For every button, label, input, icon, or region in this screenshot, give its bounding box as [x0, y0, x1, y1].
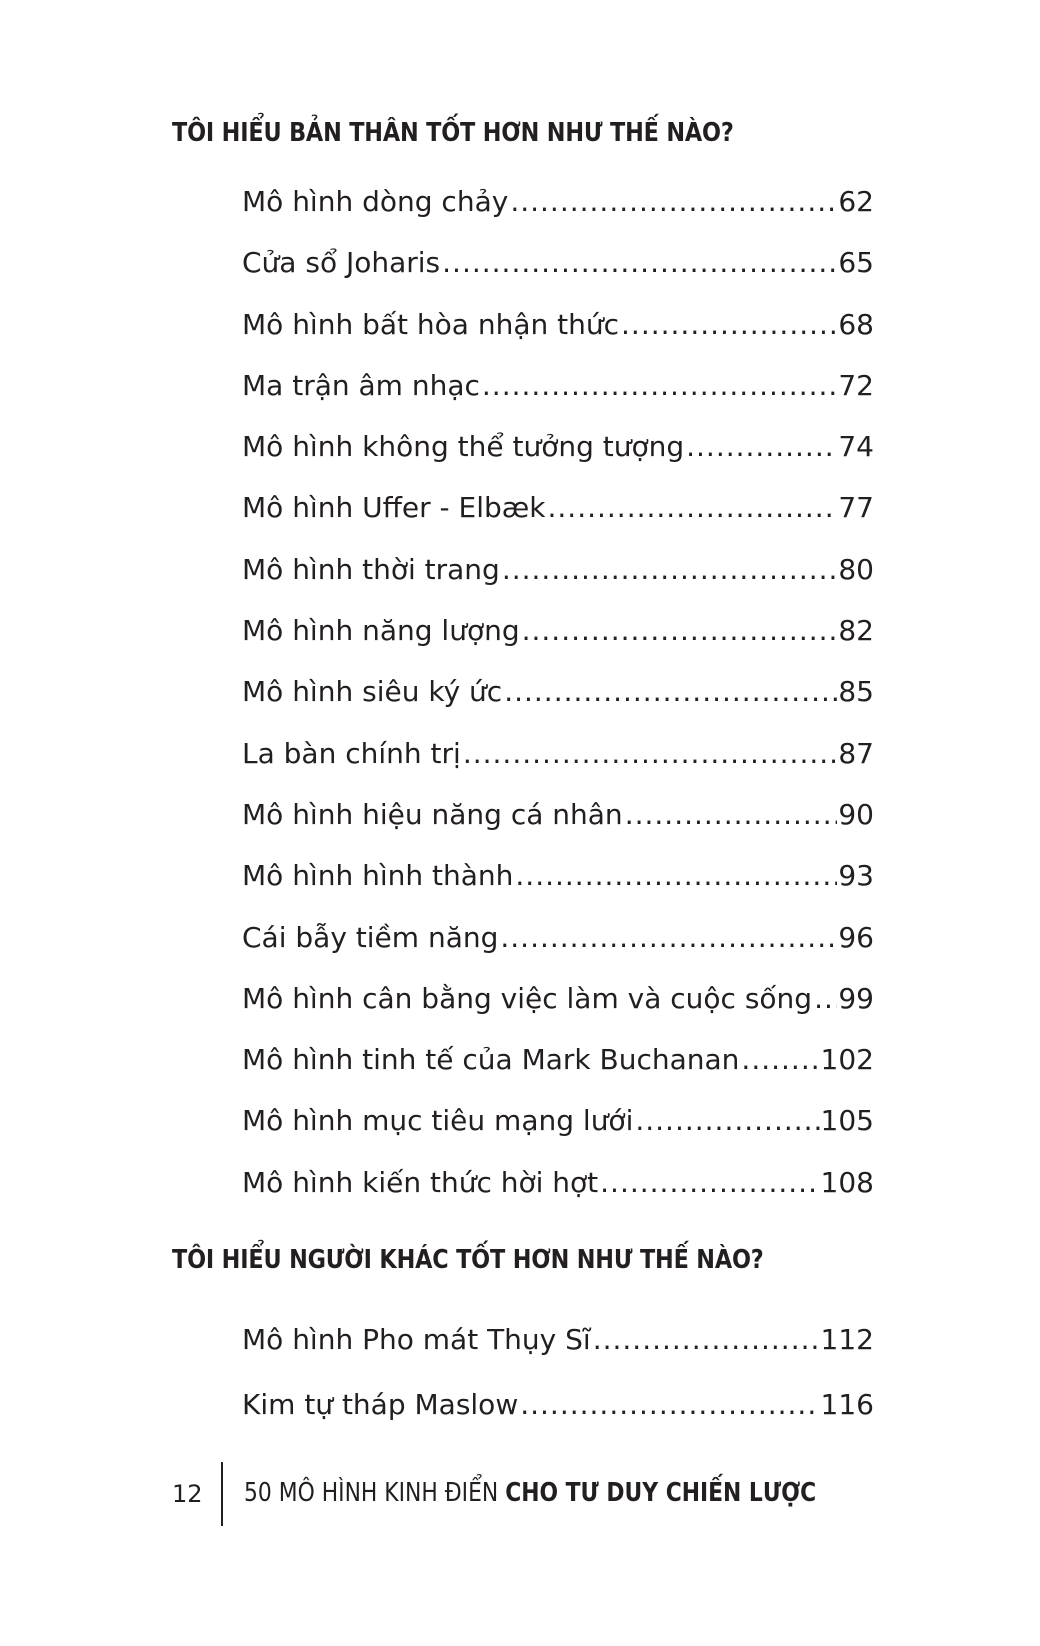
- page-footer: [0, 1462, 1040, 1532]
- dot-leader: [515, 856, 837, 896]
- toc-entry-page: 99: [838, 981, 874, 1015]
- toc-entry: [242, 550, 874, 611]
- toc-entry-title: Mô hình siêu ký ức: [242, 675, 503, 709]
- toc-entry-page: 102: [820, 1043, 874, 1077]
- toc-entry-page: 108: [820, 1165, 874, 1199]
- toc-entry: [242, 856, 874, 917]
- toc-entry-page: 74: [838, 430, 874, 464]
- toc-entry: [242, 1040, 874, 1101]
- toc-entry-page: 93: [838, 859, 874, 893]
- dot-leader: [463, 734, 838, 774]
- toc-entry-title: Mô hình kiến thức hời hợt: [242, 1165, 599, 1199]
- toc-entry: [242, 672, 874, 733]
- toc-entry: [242, 1163, 874, 1224]
- book-title-light: 50 MÔ HÌNH KINH ĐIỂN: [244, 1478, 499, 1508]
- toc-entry: [242, 979, 874, 1040]
- toc-entry-page: 105: [820, 1104, 874, 1138]
- section-heading: TÔI HIỂU NGƯỜI KHÁC TỐT HƠN NHƯ THẾ NÀO?: [172, 1245, 764, 1275]
- dot-leader: [593, 1320, 820, 1360]
- toc-entry: [242, 1320, 874, 1385]
- dot-leader: [625, 795, 838, 835]
- toc-entry-page: 90: [838, 797, 874, 831]
- dot-leader: [548, 488, 838, 528]
- dot-leader: [686, 427, 837, 467]
- toc-entry-title: Mô hình thời trang: [242, 552, 500, 586]
- toc-entry-title: Mô hình không thể tưởng tượng: [242, 430, 685, 464]
- dot-leader: [621, 305, 837, 345]
- book-title: [244, 1478, 816, 1508]
- toc-list: [242, 1320, 874, 1446]
- toc-entry: [242, 611, 874, 672]
- toc-entry: [242, 1385, 874, 1446]
- page-number: 12: [172, 1480, 203, 1508]
- toc-entry-title: Mô hình dòng chảy: [242, 185, 509, 218]
- toc-entry-title: Mô hình năng lượng: [242, 614, 520, 648]
- section-heading: TÔI HIỂU BẢN THÂN TỐT HƠN NHƯ THẾ NÀO?: [172, 118, 734, 148]
- toc-entry: [242, 918, 874, 979]
- toc-entry: [242, 734, 874, 795]
- dot-leader: [741, 1040, 819, 1080]
- toc-entry-title: Mô hình Pho mát Thụy Sĩ: [242, 1323, 591, 1356]
- dot-leader: [814, 979, 837, 1019]
- dot-leader: [502, 550, 838, 590]
- dot-leader: [500, 918, 837, 958]
- toc-entry-page: 77: [838, 491, 874, 525]
- toc-entry: [242, 1101, 874, 1162]
- toc-entry-page: 80: [838, 552, 874, 586]
- toc-entry: [242, 366, 874, 427]
- dot-leader: [522, 611, 838, 651]
- toc-entry-title: Mô hình cân bằng việc làm và cuộc sống: [242, 981, 813, 1015]
- toc-entry-page: 96: [838, 920, 874, 954]
- toc-entry-page: 112: [820, 1323, 874, 1356]
- toc-entry-page: 87: [838, 736, 874, 770]
- toc-entry-title: Mô hình bất hòa nhận thức: [242, 307, 620, 341]
- toc-entry-page: 116: [820, 1388, 874, 1421]
- toc-entry-page: 72: [838, 368, 874, 402]
- toc-entry-page: 62: [838, 185, 874, 218]
- dot-leader: [442, 243, 837, 283]
- toc-entry: [242, 488, 874, 549]
- toc-entry-page: 82: [838, 614, 874, 648]
- toc-entry-page: 65: [838, 246, 874, 280]
- footer-divider: [221, 1462, 223, 1526]
- toc-entry: [242, 182, 874, 243]
- toc-entry-title: Cửa sổ Joharis: [242, 246, 441, 280]
- toc-entry-title: Mô hình mục tiêu mạng lưới: [242, 1104, 634, 1138]
- dot-leader: [482, 366, 837, 406]
- toc-entry-title: Cái bẫy tiềm năng: [242, 920, 499, 954]
- dot-leader: [510, 182, 837, 222]
- toc-list: [242, 182, 874, 1224]
- toc-entry: [242, 795, 874, 856]
- toc-entry-title: Mô hình tinh tế của Mark Buchanan: [242, 1043, 740, 1077]
- dot-leader: [635, 1101, 819, 1141]
- toc-entry: [242, 243, 874, 304]
- toc-entry-page: 85: [838, 675, 874, 709]
- dot-leader: [600, 1163, 819, 1203]
- book-title-bold: CHO TƯ DUY CHIẾN LƯỢC: [505, 1478, 817, 1508]
- toc-entry-title: Mô hình hình thành: [242, 859, 514, 893]
- toc-entry-title: Mô hình hiệu năng cá nhân: [242, 797, 623, 831]
- toc-entry: [242, 427, 874, 488]
- toc-entry-title: Kim tự tháp Maslow: [242, 1388, 519, 1421]
- dot-leader: [504, 672, 837, 712]
- toc-entry-title: Mô hình Uffer - Elbæk: [242, 491, 546, 525]
- toc-entry: [242, 305, 874, 366]
- toc-entry-title: Ma trận âm nhạc: [242, 368, 480, 402]
- toc-entry-title: La bàn chính trị: [242, 736, 461, 770]
- dot-leader: [520, 1385, 819, 1425]
- toc-entry-page: 68: [838, 307, 874, 341]
